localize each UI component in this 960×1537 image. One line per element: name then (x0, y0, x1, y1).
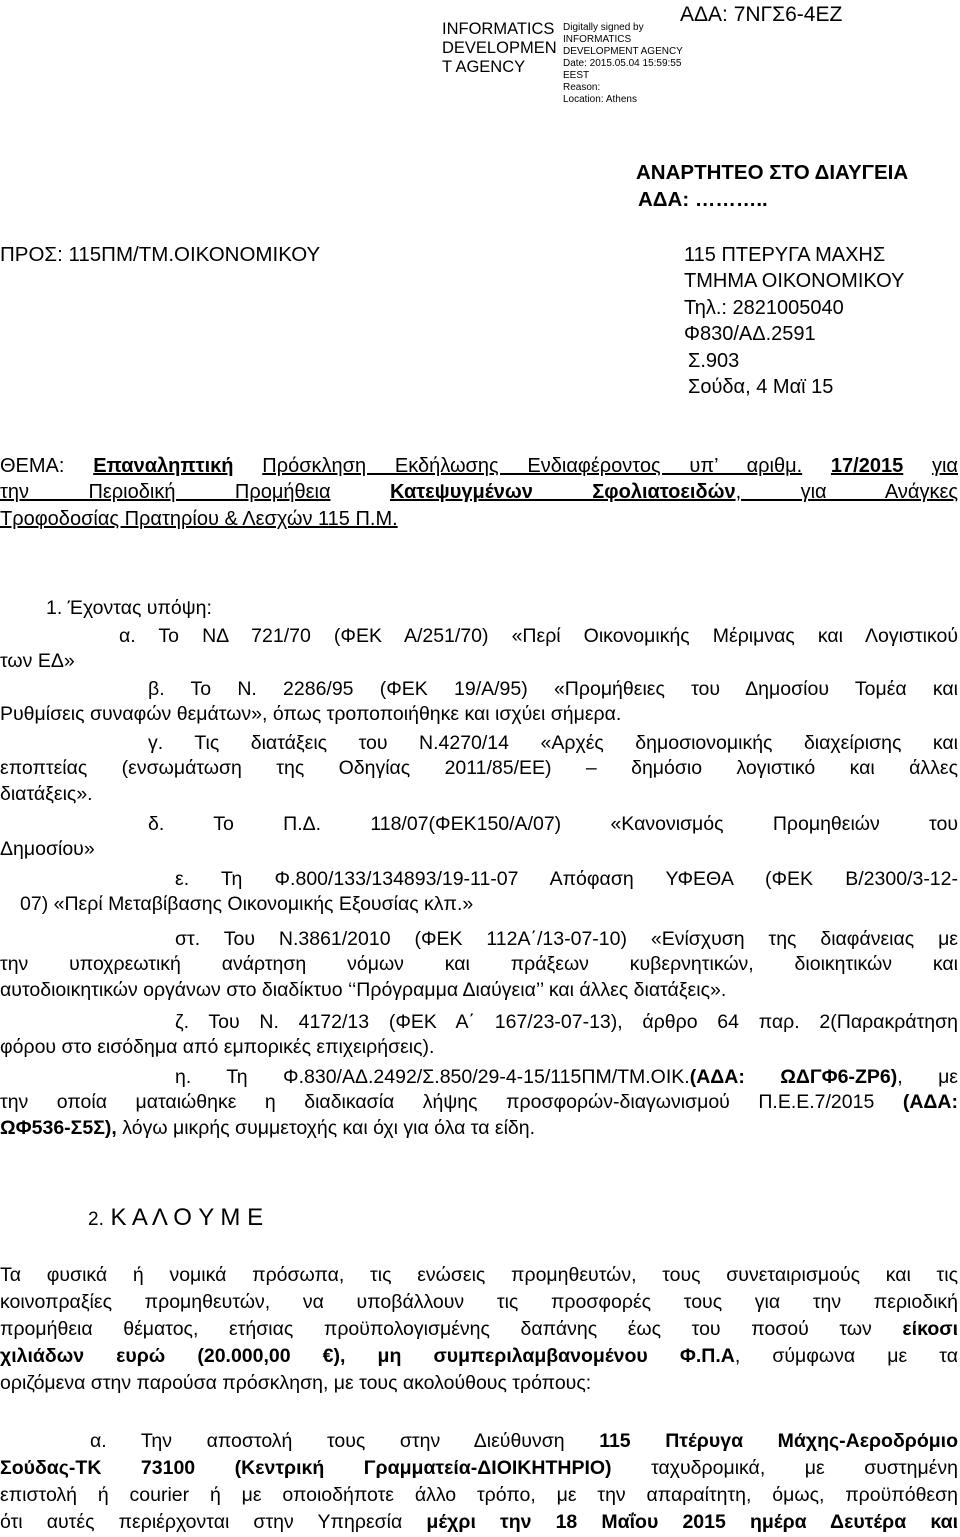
item-line: των ΕΔ» (0, 650, 75, 673)
section-2-paragraph (0, 1262, 958, 1397)
item-line (0, 1116, 958, 1141)
item-line: ζ. Του Ν. 4172/13 (ΦΕΚ Α΄ 167/23-07-13), άρθρο 64 παρ. 2(Παρακράτηση (175, 1011, 958, 1033)
signature-detail: EEST (563, 70, 590, 81)
posting-ada-line: ΑΔΑ: ……….. (638, 187, 768, 211)
sender-line: ΤΜΗΜΑ ΟΙΚΟΝΟΜΙΚΟΥ (684, 270, 905, 293)
section-2-heading: Κ Α Λ Ο Υ Μ Ε (110, 1204, 264, 1231)
address-text: Σούδας-ΤΚ 73100 (Κεντρική Γραμματεία-ΔΙΟΙΚΗΤΗΡΙΟ) (0, 1456, 612, 1479)
posting-notice-line: ΑΝΑΡΤΗΤΕΟ ΣΤΟ ΔΙΑΥΓΕΙΑ (636, 161, 909, 184)
section-2-number: 2. (88, 1209, 104, 1230)
item-text: α. Την αποστολή τους στην Διεύθυνση (90, 1430, 565, 1452)
paragraph-line: οριζόμενα στην παρούσα πρόσκληση, με τους ακολούθους τρόπους: (0, 1371, 592, 1394)
item-line (0, 1428, 958, 1455)
subject-text: Τροφοδοσίας Πρατηρίου & Λεσχών 115 Π.Μ. (0, 507, 398, 530)
item-text: λόγω μικρής συμμετοχής και όχι για όλα τα είδη. (122, 1116, 536, 1139)
section-1-item-e (0, 867, 958, 918)
signature-detail: Digitally signed by (563, 22, 644, 33)
item-line: Ρυθμίσεις συναφών θεμάτων», όπως τροποποιήθηκε και ισχύει σήμερα. (0, 703, 622, 726)
recipient: ΠΡΟΣ: 115ΠΜ/ΤΜ.ΟΙΚΟΝΟΜΙΚΟΥ (0, 243, 321, 266)
item-line: 07) «Περί Μεταβίβασης Οικονομικής Εξουσίας κλπ.» (20, 893, 474, 916)
subject-line (0, 479, 958, 505)
signature-name (442, 20, 560, 77)
signature-detail: INFORMATICS (563, 34, 632, 45)
item-text: την οποία ματαιώθηκε η διαδικασία λήψης προσφορών-διαγωνισμού Π.Ε.Ε.7/2015 (0, 1091, 875, 1114)
signature-detail: Location: Athens (563, 94, 637, 105)
sender-block (684, 242, 904, 400)
signature-detail: Date: 2015.05.04 15:59:55 (563, 58, 682, 69)
item-line: την υποχρεωτική ανάρτηση νόμων και πράξεων κυβερνητικών, διοικητικών και (0, 953, 958, 976)
paragraph-line (0, 1343, 958, 1370)
subject-line (0, 453, 958, 479)
item-line: ε. Τη Φ.800/133/134893/19-11-07 Απόφαση ΥΦΕΘΑ (ΦΕΚ Β/2300/3-12- (175, 868, 958, 890)
item-text: η. Τη Φ.830/ΑΔ.2492/Σ.850/29-4-15/115ΠΜ/ΤΜ.ΟΙΚ. (175, 1066, 690, 1088)
subject-label: ΘΕΜΑ: (0, 455, 65, 477)
paragraph-text: , σύμφωνα με τα (734, 1344, 958, 1367)
subject-line (0, 506, 958, 532)
subject-text: Πρόσκληση Εκδήλωσης Ενδιαφέροντος υπ’ αριθμ. (262, 455, 803, 477)
subject-text: για (931, 455, 958, 477)
paragraph-line: Τα φυσικά ή νομικά πρόσωπα, τις ενώσεις προμηθευτών, τους συνεταιρισμούς και τις (0, 1264, 958, 1286)
section-1-item-b (0, 677, 958, 728)
item-line: Δημοσίου» (0, 838, 95, 861)
section-1-item-z (0, 1010, 958, 1061)
item-line: α. Το ΝΔ 721/70 (ΦΕΚ Α/251/70) «Περί Οικονομικής Μέριμνας και Λογιστικού (119, 625, 958, 647)
sender-line: Τηλ.: 2821005040 (684, 296, 844, 319)
signature-detail: DEVELOPMENT AGENCY (563, 46, 683, 57)
item-line: διατάξεις». (0, 782, 93, 805)
subject (0, 453, 958, 532)
subject-number: 17/2015 (830, 455, 904, 477)
subject-repeat: Επαναληπτική (93, 455, 234, 477)
subject-product: Κατεψυγμένων Σφολιατοειδών (389, 481, 736, 504)
section-1-item-h (0, 1065, 958, 1141)
signature-name-line: INFORMATICS (442, 20, 555, 38)
item-line (0, 1090, 958, 1115)
signature-name-line: T AGENCY (442, 57, 526, 76)
sender-line: Σούδα, 4 Μαϊ 15 (688, 375, 834, 398)
subject-text: , για Ανάγκες (735, 481, 958, 504)
item-line: επιστολή ή courier ή με οποιοδήποτε άλλο τρόπο, με την απαραίτητη, όμως, προϋπόθεση (0, 1483, 958, 1506)
ada-reference: ΩΦ536-Σ5Σ), (0, 1116, 117, 1139)
item-line: φόρου στο εισόδημα από εμπορικές επιχειρήσεις). (0, 1036, 435, 1059)
signature-name-line: DEVELOPMEN (442, 38, 557, 57)
item-line (0, 1455, 958, 1482)
ada-code: ΑΔΑ: 7ΝΓΣ6-4ΕΖ (680, 3, 843, 26)
item-line: δ. Το Π.Δ. 118/07(ΦΕΚ150/Α/07) «Κανονισμός Προμηθειών του (148, 813, 958, 835)
paragraph-line: κοινοπραξίες προμηθευτών, να υποβάλλουν τις προσφορές τους για την περιοδική (0, 1290, 958, 1313)
item-line (0, 1065, 958, 1090)
item-text: , με (897, 1066, 959, 1088)
item-line: γ. Τις διατάξεις του Ν.4270/14 «Αρχές δημοσιονομικής διαχείρισης και (148, 732, 958, 754)
item-line: αυτοδιοικητικών οργάνων στο διαδίκτυο ‘‘Πρόγραμμα Διαύγεια’’ και άλλες διατάξεις». (0, 978, 727, 1001)
item-line: στ. Του Ν.3861/2010 (ΦΕΚ 112Α΄/13-07-10) «Ενίσχυση της διαφάνειας με (175, 928, 958, 950)
item-text: ταχυδρομικά, με συστημένη (651, 1456, 958, 1479)
amount-text: χιλιάδων ευρώ (20.000,00 €), μη συμπεριλαμβανομένου Φ.Π.Α (0, 1344, 735, 1367)
section-1-item-g (0, 731, 958, 807)
item-line: β. Το Ν. 2286/95 (ΦΕΚ 19/Α/95) «Προμήθειες του Δημοσίου Τομέα και (148, 678, 958, 700)
section-1-title: 1. Έχοντας υπόψη: (46, 597, 212, 619)
section-2-title (88, 1203, 263, 1233)
section-1-item-st (0, 927, 958, 1003)
ada-reference: (ΑΔΑ: (902, 1091, 958, 1114)
deadline-text: μέχρι την 18 Μαΐου 2015 ημέρα Δευτέρα και (426, 1510, 958, 1533)
posting-notice (636, 160, 908, 213)
section-2-item-a (0, 1428, 958, 1536)
sender-line: Σ.903 (688, 349, 740, 372)
section-1-item-d (0, 812, 958, 863)
subject-text: την Περιοδική Προμήθεια (0, 481, 331, 504)
section-1-item-a (0, 624, 958, 675)
item-text: ότι αυτές περιέρχονται στην Υπηρεσία (0, 1510, 403, 1533)
signature-details (563, 22, 683, 106)
address-text: 115 Πτέρυγα Μάχης-Αεροδρόμιο (599, 1430, 959, 1452)
paragraph-text: προμήθεια θέματος, ετήσιας προϋπολογισμένης δαπάνης έως του ποσού των (0, 1317, 872, 1340)
sender-line: Φ830/ΑΔ.2591 (684, 323, 816, 346)
paragraph-line (0, 1316, 958, 1343)
signature-detail: Reason: (563, 82, 601, 93)
item-line: εποπτείας (ενσωμάτωση της Οδηγίας 2011/85/ΕΕ) – δημόσιο λογιστικό και άλλες (0, 757, 958, 780)
amount-text: είκοσι (902, 1317, 958, 1340)
ada-reference: (ΑΔΑ: ΩΔΓΦ6-ΖΡ6) (689, 1066, 898, 1088)
item-line (0, 1509, 958, 1536)
sender-line: 115 ΠΤΕΡΥΓΑ ΜΑΧΗΣ (684, 244, 886, 266)
